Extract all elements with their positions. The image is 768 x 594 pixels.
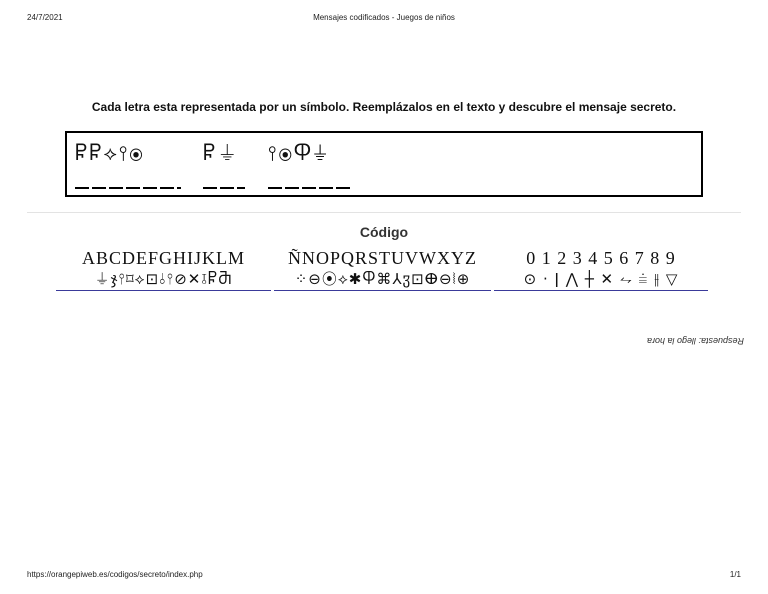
- page-number: 1/1: [729, 570, 741, 579]
- cipher-word-3: [268, 139, 329, 167]
- code-symbols: ⁘⊖⦿⟡✱Ⴔ⌘⅄ჳ⊡ⴲ⊖⦚⊕: [294, 270, 471, 288]
- upside-down-answer: Respuesta: llego la hora: [646, 336, 744, 346]
- code-letters: ABCDEFGHIJKLM: [81, 248, 245, 268]
- cipher-message-box: [65, 131, 703, 197]
- section-divider: [27, 212, 741, 213]
- code-group-a-m: [56, 247, 271, 291]
- code-group-n-z: [274, 247, 491, 291]
- code-symbols: ⏚ჯ⫯⌑⟡⊡⫰⫯⊘✕⫱ႼႫ: [94, 270, 233, 288]
- code-group-digits: [494, 247, 708, 291]
- code-symbols: ⊙ · ǀ ⋀ ┼ ✕ ⥊ ⩧ ⫲ ▽: [523, 270, 679, 288]
- code-underline: [56, 290, 271, 291]
- answer-blank-line: [203, 187, 245, 189]
- code-underline: [494, 290, 708, 291]
- cipher-word-symbols: Ⴜ⏚: [203, 141, 240, 165]
- instruction-text: Cada letra esta representada por un símbolo. Reemplázalos en el texto y descubre el mensaje secreto.: [91, 100, 677, 114]
- print-date: 24/7/2021: [27, 13, 63, 22]
- print-title: Mensajes codificados - Juegos de niños: [313, 13, 455, 22]
- print-url: https://orangepiweb.es/codigos/secreto/index.php: [27, 570, 203, 579]
- code-letters: ÑNOPQRSTUVWXYZ: [288, 248, 477, 268]
- code-digits: 0 1 2 3 4 5 6 7 8 9: [526, 248, 676, 268]
- cipher-word-symbols: ႼႼ⟡⫯⦿: [75, 141, 145, 165]
- code-underline: [274, 290, 491, 291]
- cipher-word-symbols: ⫯⦿Ⴔ⏚: [268, 141, 330, 165]
- code-section-title: Código: [359, 224, 409, 240]
- answer-blank-line: [268, 187, 353, 189]
- answer-blank-line: [75, 187, 181, 189]
- cipher-word-2: [203, 139, 239, 167]
- cipher-word-1: [75, 139, 145, 167]
